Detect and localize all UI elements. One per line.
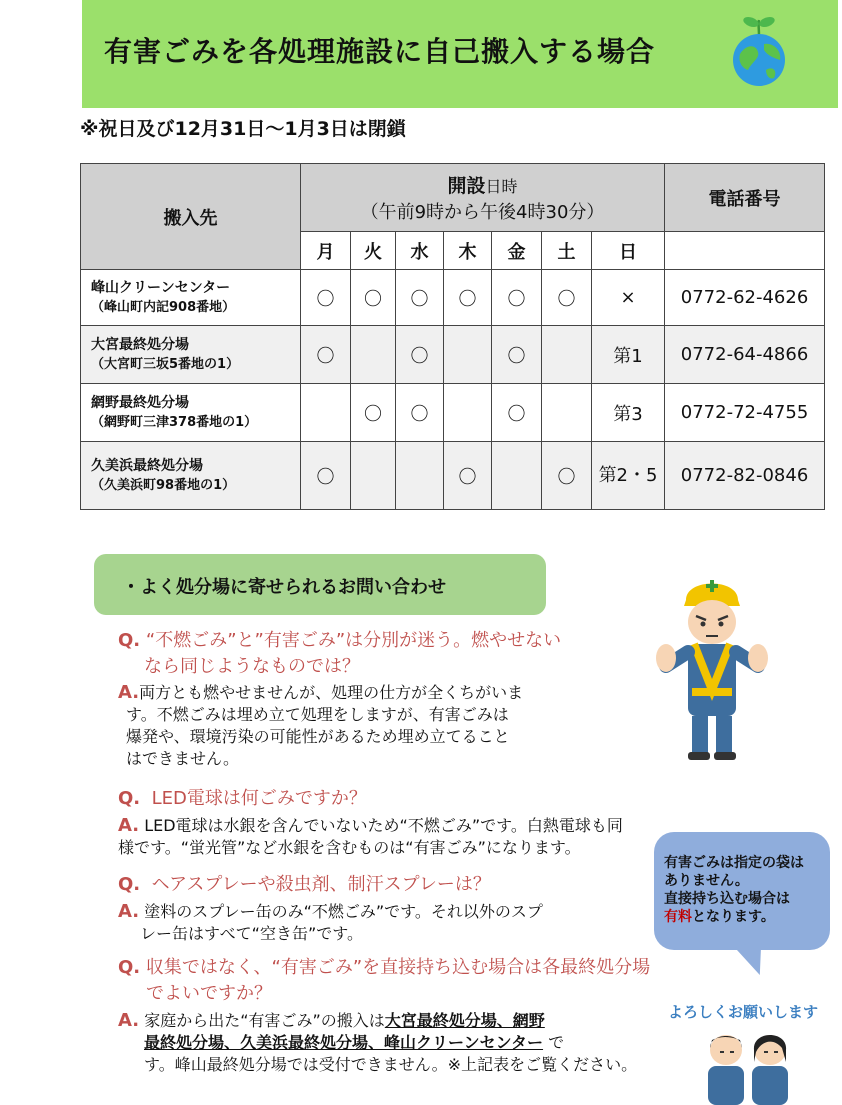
mark-cell bbox=[351, 442, 396, 510]
faq-answer-4 bbox=[118, 1010, 637, 1076]
mark-cell: 〇 bbox=[351, 384, 396, 442]
faq-question-1 bbox=[118, 628, 561, 680]
answer-line: 両方とも燃やせませんが、処理の仕方が全くちがいま bbox=[139, 683, 524, 702]
answer-line: す。不燃ごみは埋め立て処理をしますが、有害ごみは bbox=[126, 705, 509, 724]
question-line: でよいですか？ bbox=[146, 983, 272, 1004]
mark-cell bbox=[444, 384, 492, 442]
a-label: A. bbox=[118, 901, 140, 922]
question-line: なら同じようなものでは？ bbox=[144, 656, 360, 677]
question-line: “不燃ごみ”と”有害ごみ”は分別が迷う。燃やせない bbox=[145, 630, 562, 651]
question-line: LED電球は何ごみですか？ bbox=[151, 788, 367, 809]
mark-cell bbox=[492, 442, 542, 510]
facility-address: （大宮町三坂5番地の1） bbox=[91, 356, 240, 372]
mark-cell: 〇 bbox=[542, 270, 592, 326]
answer-line: LED電球は水銀を含んでいないため“不燃ごみ”です。白熱電球も同 bbox=[144, 816, 623, 835]
facility-name: 峰山クリーンセンター bbox=[91, 279, 231, 296]
day-fri: 金 bbox=[492, 232, 542, 270]
mark-cell bbox=[542, 384, 592, 442]
mark-cell: 〇 bbox=[351, 270, 396, 326]
table-row bbox=[81, 442, 825, 510]
closure-notice: ※祝日及び12月31日～1月3日は閉鎖 bbox=[80, 118, 406, 140]
answer-line: で bbox=[548, 1033, 565, 1052]
faq-answer-2 bbox=[118, 815, 623, 859]
header-open-hours bbox=[301, 164, 665, 232]
a-label: A. bbox=[118, 815, 140, 836]
header-hours: （午前9時から午後4時30分） bbox=[360, 202, 605, 223]
mark-cell: 〇 bbox=[301, 326, 351, 384]
day-tue: 火 bbox=[351, 232, 396, 270]
answer-line: レー缶はすべて“空き缶”です。 bbox=[140, 924, 363, 943]
day-wed: 水 bbox=[396, 232, 444, 270]
phone-number: 0772-82-0846 bbox=[665, 442, 825, 510]
row-destination bbox=[81, 442, 301, 510]
staff-bowing-illustration bbox=[700, 1028, 796, 1105]
answer-line: 爆発や、環境汚染の可能性があるため埋め立てること bbox=[126, 727, 510, 746]
a-label: A. bbox=[118, 1010, 140, 1031]
mark-cell bbox=[396, 442, 444, 510]
sunday-cell: 第1 bbox=[592, 326, 665, 384]
faq-question-2 bbox=[118, 786, 367, 812]
answer-line: す。峰山最終処分場では受付できません。※上記表をご覧ください。 bbox=[144, 1055, 638, 1074]
day-sun: 日 bbox=[592, 232, 665, 270]
mark-cell: 〇 bbox=[492, 326, 542, 384]
schedule-table bbox=[80, 163, 825, 510]
mark-cell: 〇 bbox=[301, 270, 351, 326]
facility-address: （久美浜町98番地の1） bbox=[91, 477, 236, 493]
facility-address: （網野町三津378番地の1） bbox=[91, 414, 258, 430]
answer-line: 塗料のスプレー缶のみ“不燃ごみ”です。それ以外のスプ bbox=[144, 902, 543, 921]
mark-cell: 〇 bbox=[542, 442, 592, 510]
question-line: 収集ではなく、“有害ごみ”を直接持ち込む場合は各最終処分場 bbox=[145, 957, 651, 978]
mark-cell: 〇 bbox=[444, 270, 492, 326]
bubble-line: ありません。 bbox=[664, 873, 749, 889]
globe-sprout-icon bbox=[728, 14, 790, 86]
page-title: 有害ごみを各処理施設に自己搬入する場合 bbox=[104, 35, 656, 68]
faq-title: ・よく処分場に寄せられるお問い合わせ bbox=[122, 577, 446, 598]
answer-line: 家庭から出た“有害ごみ”の搬入は bbox=[144, 1011, 385, 1030]
q-label: Q. bbox=[118, 874, 141, 895]
bubble-line: 有害ごみは指定の袋は bbox=[664, 855, 804, 871]
a-label: A. bbox=[118, 682, 140, 703]
worker-stop-illustration bbox=[656, 570, 768, 760]
question-line: ヘアスプレーや殺虫剤、制汗スプレーは？ bbox=[151, 874, 491, 895]
answer-line: 様です。“蛍光管”など水銀を含むものは“有害ごみ”になります。 bbox=[118, 838, 581, 857]
facility-name: 大宮最終処分場 bbox=[91, 336, 189, 353]
q-label: Q. bbox=[118, 788, 141, 809]
header-open-sub: 日時 bbox=[485, 177, 518, 196]
day-thu: 木 bbox=[444, 232, 492, 270]
answer-line: はできません。 bbox=[126, 749, 239, 768]
mark-cell: 〇 bbox=[396, 384, 444, 442]
mark-cell: × bbox=[592, 270, 665, 326]
mark-cell: 〇 bbox=[396, 326, 444, 384]
table-row bbox=[81, 270, 825, 326]
row-destination bbox=[81, 326, 301, 384]
phone-number: 0772-62-4626 bbox=[665, 270, 825, 326]
mark-cell: 〇 bbox=[444, 442, 492, 510]
table-row bbox=[81, 326, 825, 384]
row-destination bbox=[81, 384, 301, 442]
phone-number: 0772-72-4755 bbox=[665, 384, 825, 442]
phone-number: 0772-64-4866 bbox=[665, 326, 825, 384]
mark-cell bbox=[351, 326, 396, 384]
mark-cell bbox=[542, 326, 592, 384]
faq-question-4 bbox=[118, 955, 650, 1007]
q-label: Q. bbox=[118, 630, 141, 651]
thanks-message: よろしくお願いします bbox=[668, 1003, 819, 1021]
sunday-cell: 第2・5 bbox=[592, 442, 665, 510]
facility-name: 久美浜最終処分場 bbox=[91, 457, 203, 474]
mark-cell bbox=[301, 384, 351, 442]
bubble-line: となります。 bbox=[692, 909, 775, 925]
faq-question-3 bbox=[118, 872, 491, 898]
mark-cell: 〇 bbox=[396, 270, 444, 326]
header-destination: 搬入先 bbox=[81, 164, 301, 270]
facility-name: 網野最終処分場 bbox=[91, 394, 189, 411]
bubble-line: 直接持ち込む場合は bbox=[664, 891, 790, 907]
row-destination bbox=[81, 270, 301, 326]
q-label: Q. bbox=[118, 957, 141, 978]
sunday-cell: 第3 bbox=[592, 384, 665, 442]
answer-underlined: 最終処分場、久美浜最終処分場、峰山クリーンセンター bbox=[144, 1033, 544, 1052]
mark-cell bbox=[444, 326, 492, 384]
day-mon: 月 bbox=[301, 232, 351, 270]
faq-answer-1 bbox=[118, 682, 523, 770]
bubble-text bbox=[664, 854, 804, 926]
faq-answer-3 bbox=[118, 901, 543, 945]
mark-cell: 〇 bbox=[492, 270, 542, 326]
mark-cell: 〇 bbox=[492, 384, 542, 442]
mark-cell: 〇 bbox=[301, 442, 351, 510]
answer-underlined: 大宮最終処分場、網野 bbox=[384, 1011, 545, 1030]
header-open-label: 開設 bbox=[447, 175, 486, 197]
day-sat: 土 bbox=[542, 232, 592, 270]
phone-blank bbox=[665, 232, 825, 270]
header-phone: 電話番号 bbox=[665, 164, 825, 232]
facility-address: （峰山町内記908番地） bbox=[91, 299, 236, 315]
bubble-highlight: 有料 bbox=[664, 909, 692, 925]
table-row bbox=[81, 384, 825, 442]
